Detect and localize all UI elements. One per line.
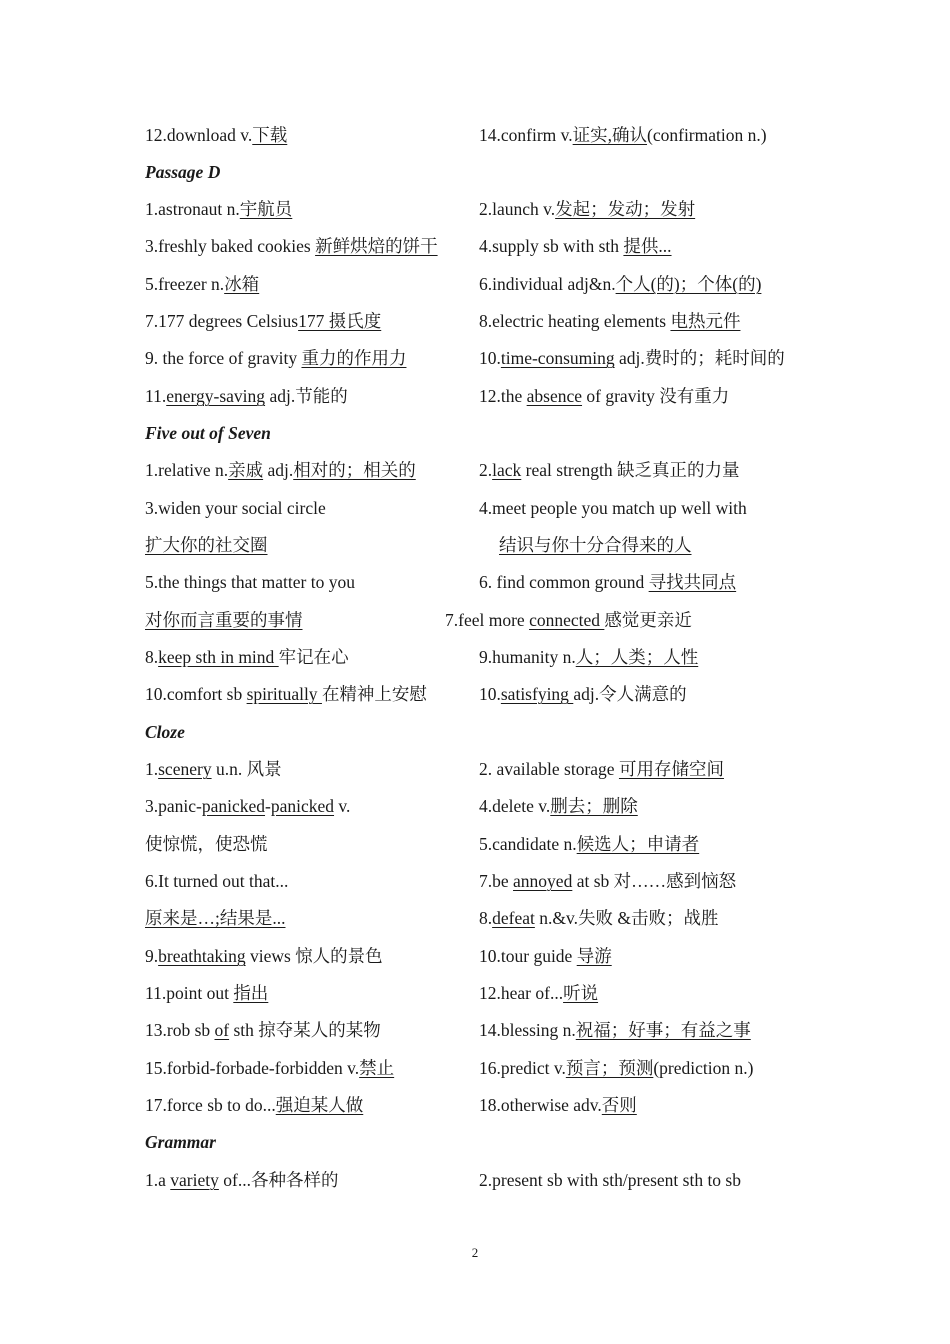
vocab-item: 5.freezer n.冰箱 xyxy=(145,274,260,294)
vocab-row xyxy=(145,642,845,672)
vocab-row xyxy=(145,381,845,411)
vocab-item: 2.present sb with sth/present sth to sb xyxy=(479,1170,741,1190)
vocab-row xyxy=(145,343,845,373)
page-number: 2 xyxy=(471,1245,479,1260)
vocab-row xyxy=(145,231,845,261)
vocab-item: 6. find common ground 寻找共同点 xyxy=(479,572,737,592)
vocab-item: 7.be annoyed at sb 对……感到恼怒 xyxy=(479,871,737,891)
vocab-item: 6.It turned out that... xyxy=(145,871,289,891)
vocab-row xyxy=(145,269,845,299)
vocab-translation: 结识与你十分合得来的人 xyxy=(499,535,692,555)
vocab-item: 2.launch v.发起；发动；发射 xyxy=(479,199,696,219)
vocab-translation: 扩大你的社交圈 xyxy=(145,535,268,555)
vocab-item: 1.scenery u.n. 风景 xyxy=(145,759,282,779)
vocab-item: 4.meet people you match up well with xyxy=(479,498,747,518)
vocab-item: 12.the absence of gravity 没有重力 xyxy=(479,386,730,406)
vocab-item: 1.astronaut n.宇航员 xyxy=(145,199,293,219)
vocab-row xyxy=(145,605,845,635)
vocab-row xyxy=(145,1090,845,1120)
vocab-item: 13.rob sb of sth 掠夺某人的某物 xyxy=(145,1020,381,1040)
vocab-item: 11.energy-saving adj.节能的 xyxy=(145,386,348,406)
vocab-item: 11.point out 指出 xyxy=(145,983,269,1003)
vocab-row xyxy=(145,829,845,859)
vocab-row xyxy=(145,754,845,784)
vocab-item: 12.hear of...听说 xyxy=(479,983,599,1003)
vocab-item: 5.the things that matter to you xyxy=(145,572,355,592)
vocab-row xyxy=(145,679,845,709)
vocab-item: 8.keep sth in mind 牢记在心 xyxy=(145,647,349,667)
vocab-item: 17.force sb to do...强迫某人做 xyxy=(145,1095,364,1115)
vocab-item: 1.a variety of...各种各样的 xyxy=(145,1170,339,1190)
vocab-item: 9.humanity n.人；人类；人性 xyxy=(479,647,699,667)
vocab-item: 18.otherwise adv.否则 xyxy=(479,1095,637,1115)
vocab-row xyxy=(145,1053,845,1083)
vocab-item: 15.forbid-forbade-forbidden v.禁止 xyxy=(145,1058,395,1078)
vocab-item: 7.feel more connected 感觉更亲近 xyxy=(445,610,692,630)
vocab-row xyxy=(145,530,845,560)
vocab-item: 14.confirm v.证实,确认(confirmation n.) xyxy=(479,125,767,145)
section-heading-five-of-seven: Five out of Seven xyxy=(145,423,271,443)
vocab-item: 9. the force of gravity 重力的作用力 xyxy=(145,348,407,368)
vocab-item: 8.defeat n.&v.失败 &击败；战胜 xyxy=(479,908,719,928)
vocab-item: 3.widen your social circle xyxy=(145,498,326,518)
vocab-row xyxy=(145,941,845,971)
vocab-row xyxy=(145,866,845,896)
vocab-translation: 原来是…;结果是... xyxy=(145,908,286,928)
vocab-row xyxy=(145,978,845,1008)
vocab-item: 10.comfort sb spiritually 在精神上安慰 xyxy=(145,684,427,704)
vocab-item: 10.satisfying adj.令人满意的 xyxy=(479,684,687,704)
vocab-item: 12.download v.下载 xyxy=(145,125,288,145)
vocab-item: 3.panic-panicked-panicked v. xyxy=(145,796,351,816)
vocab-row xyxy=(145,120,845,150)
vocab-item: 9.breathtaking views 惊人的景色 xyxy=(145,946,383,966)
vocab-item: 10.tour guide 导游 xyxy=(479,946,612,966)
vocab-item: 6.individual adj&n.个人(的)；个体(的) xyxy=(479,274,762,294)
vocab-item: 2. available storage 可用存储空间 xyxy=(479,759,724,779)
section-heading-passage-d: Passage D xyxy=(145,162,221,182)
vocab-row xyxy=(145,455,845,485)
vocab-item: 4.supply sb with sth 提供... xyxy=(479,236,672,256)
vocab-item: 4.delete v.删去；删除 xyxy=(479,796,638,816)
vocab-item: 8.electric heating elements 电热元件 xyxy=(479,311,741,331)
section-heading-grammar: Grammar xyxy=(145,1132,216,1152)
vocab-item: 7.177 degrees Celsius177 摄氏度 xyxy=(145,311,382,331)
vocab-row xyxy=(145,1015,845,1045)
vocab-row xyxy=(145,306,845,336)
vocab-item: 3.freshly baked cookies 新鲜烘焙的饼干 xyxy=(145,236,438,256)
vocab-row xyxy=(145,1165,845,1195)
section-heading-cloze: Cloze xyxy=(145,722,185,742)
vocab-item: 2.lack real strength 缺乏真正的力量 xyxy=(479,460,740,480)
vocab-row xyxy=(145,903,845,933)
vocab-row xyxy=(145,567,845,597)
vocab-translation: 使惊慌，使恐慌 xyxy=(145,834,268,854)
vocab-item: 14.blessing n.祝福；好事；有益之事 xyxy=(479,1020,751,1040)
vocab-row xyxy=(145,194,845,224)
vocab-item: 16.predict v.预言；预测(prediction n.) xyxy=(479,1058,754,1078)
vocab-translation: 对你而言重要的事情 xyxy=(145,610,303,630)
vocab-item: 1.relative n.亲戚 adj.相对的；相关的 xyxy=(145,460,416,480)
vocab-item: 5.candidate n.候选人；申请者 xyxy=(479,834,700,854)
vocab-row xyxy=(145,791,845,821)
vocab-item: 10.time-consuming adj.费时的；耗时间的 xyxy=(479,348,785,368)
vocab-row xyxy=(145,493,845,523)
